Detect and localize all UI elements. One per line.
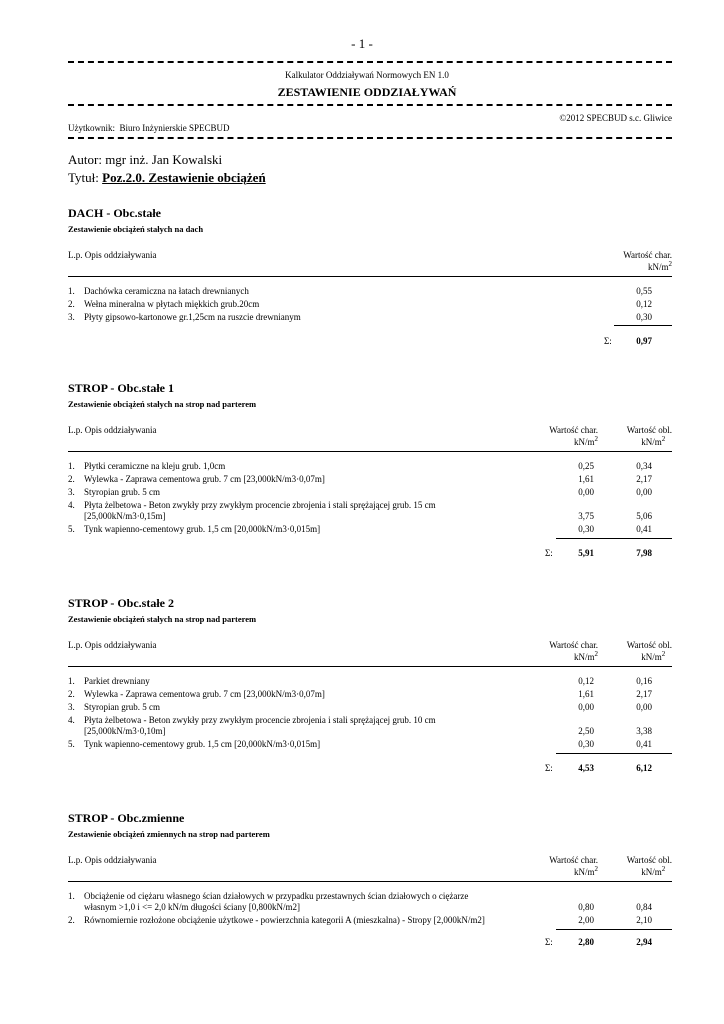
page-number: - 1 -: [351, 36, 373, 51]
section-title: DACH - Obc.stałe: [68, 206, 161, 220]
title-value: Poz.2.0. Zestawienie obciążeń: [102, 170, 266, 185]
title-line: [68, 170, 266, 186]
sum-obl: 6,12: [636, 763, 652, 773]
sum-char: 2,80: [578, 937, 594, 947]
sum-rule: [614, 325, 672, 326]
document-title: ZESTAWIENIE ODDZIAŁYWAŃ: [277, 85, 457, 99]
header-lp: L.p. Opis oddziaływania: [68, 250, 157, 260]
table-rule: [68, 666, 672, 667]
section-strop-2: STROP - Obc.stałe 2 Zestawienie obciążeń stałych na strop nad parterem L.p. Opis oddziaływania Wartość char. $kN/m^2$ Wartość obl. $kN/m^2$ 1. Parkiet drewniany 0,12 0,16 2. Wylewka - Zaprawa cementowa grub. 7 cm [23,000kN/m3·0,07m] 1,61 2,17 3. Styropian grub. 5 cm 0,00 0,00 4. Płyta żelbetowa - Beton zwykły przy zwykłym procencie zbrojenia i stali sprężającej grub. 10 cm [25,000kN/m3·0,10m] 2,50 3,38 5. Tynk wapienno-cementowy grub. 1,5 cm [20,000kN/m3·0,015m] 0,30 0,41 Σ: 4,53 6,12: [68, 596, 672, 773]
user-value: Biuro Inżynierskie SPECBUD: [119, 123, 230, 133]
divider: [68, 61, 672, 63]
sum-rule: [556, 929, 672, 930]
section-subtitle: Zestawienie obciążeń stałych na dach: [68, 224, 204, 234]
section-strop-zmienne: STROP - Obc.zmienne Zestawienie obciążeń zmiennych na strop nad parterem L.p. Opis oddziaływania Wartość char. $kN/m^2$ Wartość obl. $kN/m^2$ 1. Obciążenie od ciężaru własnego ścian działowych w przypadku przestawnych ścian działowych o ciężarze własnym >1,0 i <= 2,0 kN/m długości ściany [0,800kN/m2] 0,80 0,84 2. Równomiernie rozłożone obciążenie użytkowe - powierzchnia kategorii A (mieszkalna) - Stropy [2,000kN/m2] 2,00 2,10 Σ: 2,80 2,94: [68, 811, 672, 947]
title-label: Tytuł:: [68, 170, 99, 185]
author: Autor: mgr inż. Jan Kowalski: [68, 152, 223, 167]
divider: [68, 137, 672, 139]
sum-label: Σ:: [545, 548, 553, 558]
section-strop-1: STROP - Obc.stałe 1 Zestawienie obciążeń stałych na strop nad parterem L.p. Opis oddziaływania Wartość char. $kN/m^2$ Wartość obl. $kN/m^2$ 1. Płytki ceramiczne na kleju grub. 1,0cm 0,25 0,34 2. Wylewka - Zaprawa cementowa grub. 7 cm [23,000kN/m3·0,07m] 1,61 2,17 3. Styropian grub. 5 cm 0,00 0,00 4. Płyta żelbetowa - Beton zwykły przy zwykłym procencie zbrojenia i stali sprężającej grub. 15 cm [25,000kN/m3·0,15m] 3,75 5,06 5. Tynk wapienno-cementowy grub. 1,5 cm [20,000kN/m3·0,015m] 0,30 0,41 Σ: 5,91 7,98: [68, 381, 672, 558]
sum-char: 0,97: [636, 336, 652, 346]
sum-rule: [556, 538, 672, 539]
section-title: STROP - Obc.zmienne: [68, 811, 185, 825]
user-label: Użytkownik:: [68, 123, 115, 133]
header-char: Wartość char. $kN/m^2$: [623, 250, 672, 272]
sum-obl: 2,94: [636, 937, 652, 947]
section-title: STROP - Obc.stałe 2: [68, 596, 175, 610]
calculator-name: Kalkulator Oddziaływań Normowych EN 1.0: [285, 70, 449, 80]
table-rule: [68, 276, 672, 277]
sum-rule: [556, 753, 672, 754]
sum-label: Σ:: [545, 763, 553, 773]
section-subtitle: Zestawienie obciążeń stałych na strop nad parterem: [68, 399, 257, 409]
divider: [68, 104, 672, 106]
sum-char: 5,91: [578, 548, 594, 558]
section-dach: DACH - Obc.stałe Zestawienie obciążeń stałych na dach L.p. Opis oddziaływania Wartość char. $kN/m^2$ 1. Dachówka ceramiczna na łatach drewnianych 0,55 2. Wełna mineralna w płytach miękkich grub.20cm 0,12 3. Płyty gipsowo-kartonowe gr.1,25cm na ruszcie drewnianym 0,30 Σ: 0,97: [68, 206, 672, 346]
sum-label: Σ:: [545, 937, 553, 947]
table-rule: [68, 881, 672, 882]
table-rule: [68, 451, 672, 452]
section-title: STROP - Obc.stałe 1: [68, 381, 175, 395]
section-subtitle: Zestawienie obciążeń zmiennych na strop nad parterem: [68, 829, 270, 839]
user-line: [68, 123, 230, 133]
sum-char: 4,53: [578, 763, 594, 773]
sum-label: Σ:: [604, 336, 612, 346]
section-subtitle: Zestawienie obciążeń stałych na strop nad parterem: [68, 614, 257, 624]
sum-obl: 7,98: [636, 548, 652, 558]
copyright: ©2012 SPECBUD s.c. Gliwice: [559, 113, 672, 123]
